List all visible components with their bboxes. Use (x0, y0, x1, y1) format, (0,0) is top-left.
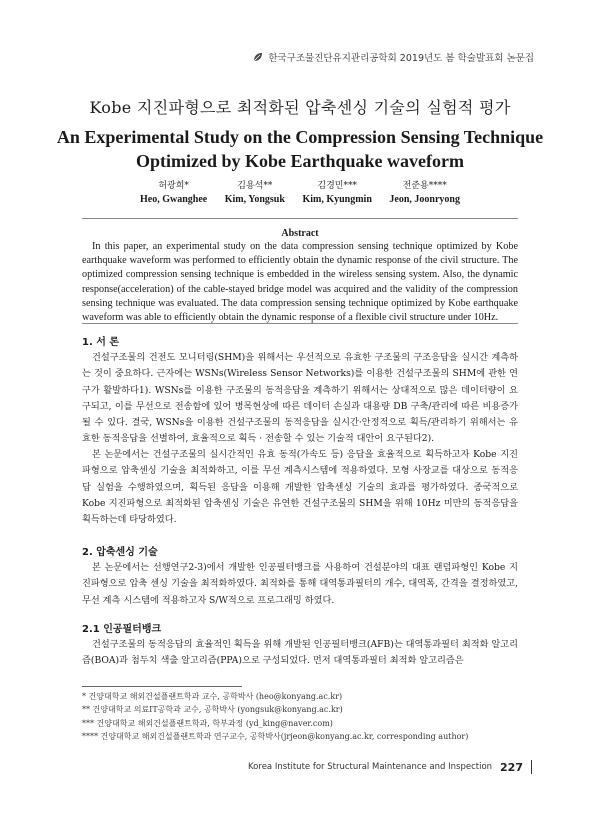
running-header (253, 50, 534, 64)
title-english (0, 125, 600, 173)
paragraph: 본 논문에서는 건설구조물의 실시간적인 유효 동적(가속도 등) 응답을 효율적으로 획득하고자 Kobe 지진파형으로 압축센싱 기술을 최적화하고, 이를 무선 계측시스템에 적용하였다. 모형 사장교를 대상으로 동적응답 실험을 수행하였으며, 획득된 응답을 이용해 개발한 압축센싱 기술의 효과를 평가하였다. 종국적으로 Kobe 지진파형으로 최적화된 압축센싱 기술은 유연한 건설구조물의 SHM을 위해 10Hz 미만의 동적응답을 획득하는데 타당하였다. (82, 449, 518, 526)
title-english-line-2: Optimized by Kobe Earthquake waveform (136, 151, 464, 171)
author (225, 180, 285, 206)
section-heading-compression-sensing: 2. 압축센싱 기술 (82, 547, 158, 558)
author-name-ko: 김경민*** (317, 181, 357, 191)
paragraph: 건설구조물의 건전도 모니터링(SHM)을 위해서는 우선적으로 유효한 구조물의 구조응답을 실시간 계측하는 것이 중요하다. 근자에는 WSNs(Wireless Sensor Networks)를 이용한 건설구조물의 SHM에 관한 연구가 활발하다1). WSNs를 이용한 구조물의 동적응답을 계측하기 위해서는 상대적으로 많은 데이터량이 요구되고, 이를 무선으로 전송함에 있어 병목현상에 따른 데이터 손실과 대용량 DB 구축/관리에 따른 비용증가 될 수 있다. 결국, WSNs을 이용한 건설구조물의 동적응답을 실시간·안정적으로 획득/관리하기 위해서는 유효한 동적응답을 선별하여, 효율적으로 획득 · 전송할 수 있는 기술적 대안이 요구된다2). (82, 352, 518, 445)
footnote: * 건양대학교 해외건설플랜트학과 교수, 공학박사 (heo@konyang.ac.kr) (82, 692, 343, 701)
title-english-line-1: An Experimental Study on the Compression Sensing Technique (56, 127, 544, 147)
author (389, 180, 460, 206)
author-name-en: Jeon, Joonryong (389, 194, 460, 205)
abstract-heading: Abstract (281, 228, 319, 239)
divider (82, 218, 518, 219)
paragraph: 건설구조물의 동적응답의 효율적인 획득을 위해 개발된 인공필터뱅크(AFB)는 대역통과필터 최적화 알고리즘(BOA)과 첨두치 색출 알고리즘(PPA)으로 구성되었다. 먼저 대역통과필터 최적화 알고리즘은 (82, 639, 518, 667)
footer-bar (531, 760, 532, 774)
paragraph: 본 논문에서는 선행연구2-3)에서 개발한 인공필터뱅크를 사용하여 건설분야의 대표 랜덤파형인 Kobe 지진파형으로 압축 센싱 기술을 최적화하였다. 최적화를 통해 대역통과필터의 개수, 대역폭, 간격을 결정하였고, 무선 계측 시스템에 적용하고자 S/W적으로 프로그래밍 하였다. (82, 562, 518, 606)
footnote: *** 건양대학교 해외건설플랜트학과, 학부과정 (yd_king@naver.com) (82, 718, 333, 728)
author-name-en: Kim, Yongsuk (224, 194, 285, 205)
author-name-ko: 전준용**** (402, 181, 447, 191)
abstract-text: In this paper, an experimental study on the data compression sensing technique optimized by Kobe earthquake waveform was performed to efficiently obtain the dynamic response of the civil structure. The optimized compression sensing technique is embedded in the wireless sensing system. Also, the dynamic response(acceleration) of the cable-stayed bridge model was acquired and the validity of the compression sensing technique was evaluated. The data compression sensing technique optimized by Kobe earthquake waveform was able to efficiently obtain the dynamic response of a flexible civil structure under 10Hz. (82, 241, 518, 324)
author-name-en: Kim, Kyungmin (302, 194, 372, 205)
divider (82, 323, 518, 324)
subsection-heading-afb: 2.1 인공필터뱅크 (82, 624, 162, 635)
author-name-ko: 김용석** (237, 181, 273, 191)
footnote: **** 건양대학교 해외건설플랜트학과 연구교수, 공학박사(jrjeon@konyang.ac.kr, corresponding author) (82, 731, 469, 741)
footnote: ** 건양대학교 의료IT공학과 교수, 공학박사 (yongsuk@konyang.ac.kr) (82, 705, 343, 715)
footer-society: Korea Institute for Structural Maintenance and Inspection (248, 762, 493, 772)
author-name-en: Heo, Gwanghee (140, 194, 208, 205)
running-title: 한국구조물진단유지관리공학회 2019년도 봄 학술발표회 논문집 (268, 53, 534, 64)
section-heading-intro: 1. 서 론 (82, 337, 120, 348)
page-number: 227 (500, 760, 523, 774)
author-list (140, 180, 460, 206)
leaf-icon (253, 52, 263, 62)
author (302, 180, 371, 206)
page-footer (248, 760, 532, 774)
footnote-divider (82, 686, 242, 687)
footnotes (82, 690, 518, 743)
author-name-ko: 허광희* (158, 181, 189, 191)
title-korean: Kobe 지진파형으로 최적화된 압축센싱 기술의 실험적 평가 (89, 98, 511, 117)
author (140, 180, 207, 206)
